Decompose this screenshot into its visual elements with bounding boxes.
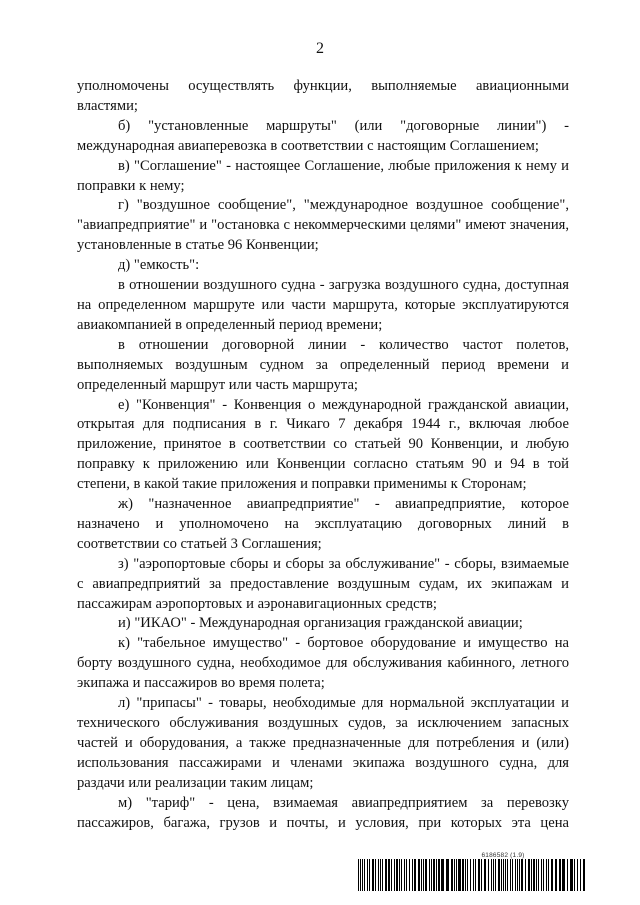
paragraph-3: г) "воздушное сообщение", "международное воздушное сообщение", "авиапредприятие" и "остановка с некоммерческими целями" имеют значения, установленные в статье 96 Конвенции; [77, 197, 569, 254]
barcode-block [358, 852, 588, 891]
barcode-image [358, 859, 588, 891]
barcode-number: 6186582 (1.9) [481, 852, 525, 859]
paragraph-12: л) "припасы" - товары, необходимые для нормальной эксплуатации и технического обслуживания воздушных судов, за исключением запасных частей и оборудования, а также предназначенные для потребления и (или) использования пассажирами и членами экипажа воздушного судна, для раздачи или реализации таким лицам; [77, 695, 569, 791]
document-body [77, 77, 569, 833]
paragraph-8: ж) "назначенное авиапредприятие" - авиапредприятие, которое назначено и уполномочено на эксплуатацию договорных линий в соответствии со статьей 3 Соглашения; [77, 496, 569, 552]
paragraph-1: б) "установленные маршруты" (или "договорные линии") - международная авиаперевозка в соответствии с настоящим Соглашением; [77, 117, 569, 154]
paragraph-11: к) "табельное имущество" - бортовое оборудование и имущество на борту воздушного судна, необходимое для обслуживания кабинного, летного экипажа и пассажиров во время полета; [77, 635, 569, 692]
paragraph-9: з) "аэропортовые сборы и сборы за обслуживание" - сборы, взимаемые с авиапредприятий за предоставление воздушным судам, их экипажам и пассажирам аэропортовых и аэронавигационных средств; [77, 555, 569, 612]
paragraph-6: в отношении договорной линии - количество частот полетов, выполняемых воздушным судном за определенный период времени и определенный маршрут или часть маршрута; [77, 336, 569, 393]
paragraph-10: и) "ИКАО" - Международная организация гражданской авиации; [118, 615, 523, 632]
paragraph-13: м) "тариф" - цена, взимаемая авиапредприятием за перевозку пассажиров, багажа, грузов и почты, и условия, при которых эта цена [77, 794, 569, 831]
paragraph-0: уполномочены осуществлять функции, выполняемые авиационными властями; [77, 78, 569, 114]
paragraph-5: в отношении воздушного судна - загрузка воздушного судна, доступная на определенном маршруте или части маршрута, которые эксплуатируются авиакомпанией в определенный период времени; [77, 277, 569, 333]
paragraph-2: в) "Соглашение" - настоящее Соглашение, любые приложения к нему и поправки к нему; [77, 157, 569, 194]
paragraph-4: д) "емкость": [118, 257, 200, 274]
paragraph-7: е) "Конвенция" - Конвенция о международной гражданской авиации, открытая для подписания в г. Чикаго 7 декабря 1944 г., включая любое приложение, принятое в соответствии со статьей 90 Конвенции, и любую поправку к приложению или Конвенции согласно статьям 90 и 94 в той степени, в какой такие приложения и поправки применимы к Сторонам; [77, 396, 569, 493]
page-number: 2 [316, 40, 324, 57]
